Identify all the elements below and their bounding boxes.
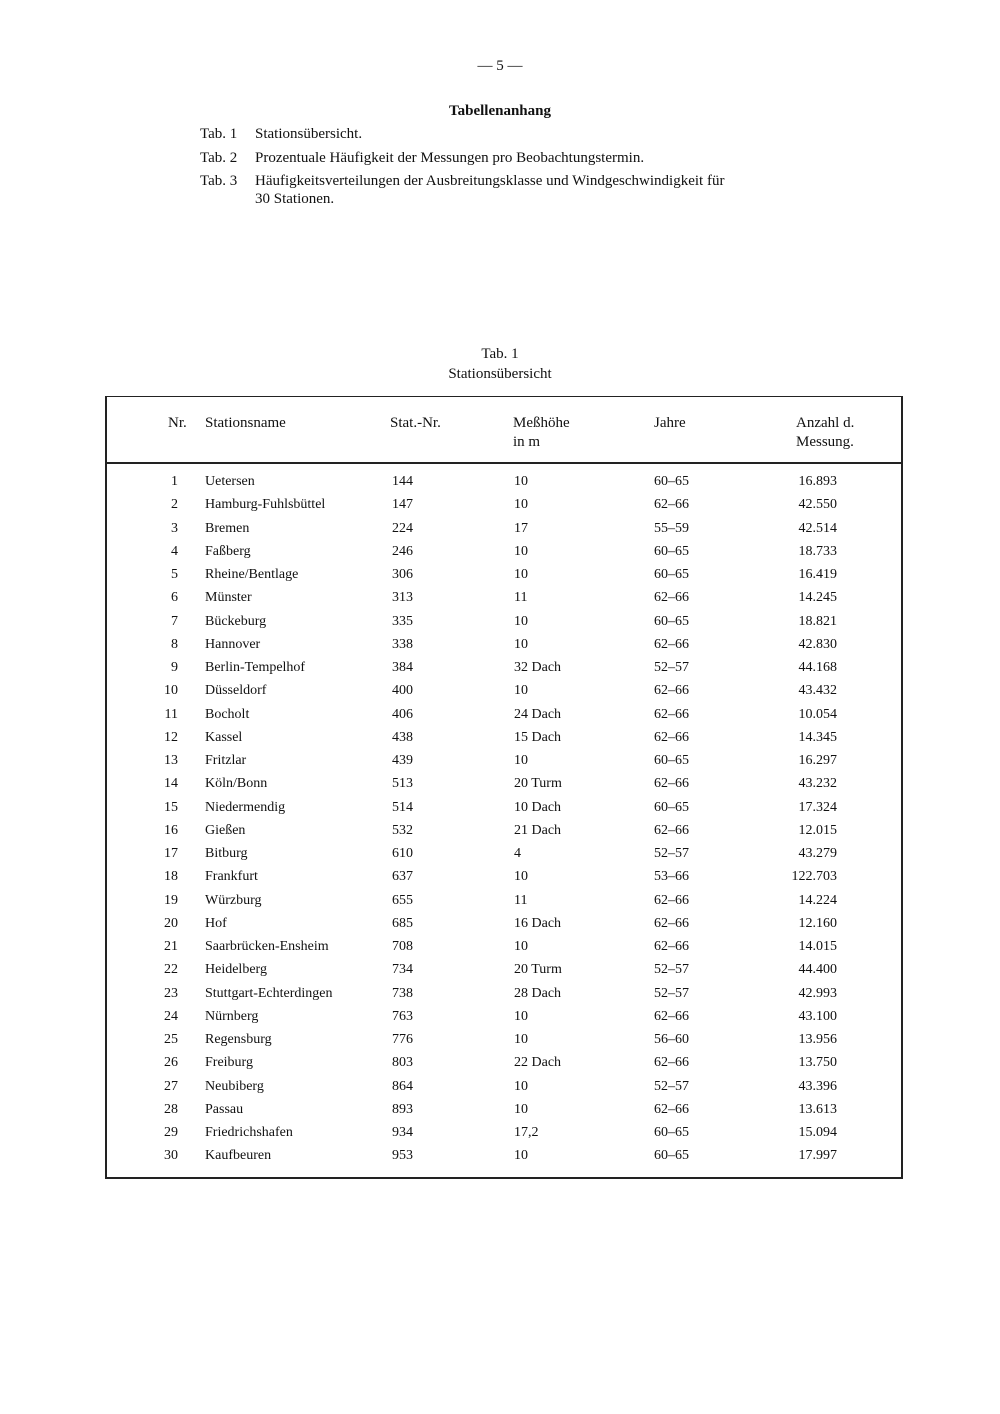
station-name: Rheine/Bentlage <box>205 567 299 582</box>
measurement-height: 20 Turm <box>514 962 562 978</box>
header-nr: Nr. <box>168 415 187 431</box>
station-number: 685 <box>392 915 413 931</box>
table-row <box>0 614 1000 637</box>
table-row <box>0 1032 1000 1055</box>
station-name: Düsseldorf <box>205 683 267 699</box>
measurement-count: 14.224 <box>798 892 837 908</box>
station-number: 406 <box>392 706 413 722</box>
header-stat-nr: Stat.-Nr. <box>390 415 441 431</box>
table-row <box>0 1102 1000 1125</box>
row-number: 19 <box>164 892 178 908</box>
station-name: Nürnberg <box>205 1008 259 1024</box>
contents-text: Häufigkeitsverteilungen der Ausbreitungsklasse und Windgeschwindigkeit für <box>255 173 725 189</box>
measurement-count: 122.703 <box>791 869 837 885</box>
row-number: 2 <box>171 497 178 513</box>
row-number: 21 <box>164 939 178 954</box>
contents-entry <box>200 126 362 143</box>
header-messhoehe: Meßhöhe <box>513 415 570 431</box>
page-number: — 5 — <box>477 58 523 74</box>
station-name: Bremen <box>205 520 250 536</box>
table-row <box>0 869 1000 892</box>
row-number: 6 <box>171 590 178 606</box>
row-number: 8 <box>171 636 178 652</box>
measurement-count: 43.432 <box>798 683 837 699</box>
station-name: Stuttgart-Echterdingen <box>205 985 333 1001</box>
years: 60–65 <box>654 543 689 559</box>
measurement-count: 13.956 <box>798 1032 837 1047</box>
measurement-count: 42.830 <box>798 636 837 652</box>
years: 62–66 <box>654 822 689 838</box>
measurement-height: 20 Turm <box>514 776 562 792</box>
measurement-count: 44.168 <box>798 660 837 675</box>
station-name: Niedermendig <box>205 799 286 815</box>
measurement-count: 43.279 <box>798 846 837 861</box>
station-name: Fritzlar <box>205 753 247 768</box>
station-number: 147 <box>392 497 413 513</box>
measurement-height: 10 <box>514 497 528 513</box>
years: 62–66 <box>654 776 689 792</box>
station-number: 637 <box>392 869 413 885</box>
table-row <box>0 637 1000 660</box>
measurement-height: 16 Dach <box>514 915 562 931</box>
measurement-count: 42.514 <box>798 520 837 536</box>
years: 52–57 <box>654 962 689 978</box>
row-number: 5 <box>171 567 178 582</box>
years: 53–66 <box>654 869 689 885</box>
measurement-height: 32 Dach <box>514 660 562 675</box>
station-name: Freiburg <box>205 1055 253 1071</box>
years: 60–65 <box>654 799 689 815</box>
station-number: 803 <box>392 1055 413 1071</box>
station-number: 513 <box>392 776 413 792</box>
table-row <box>0 497 1000 520</box>
measurement-height: 10 <box>514 1008 528 1024</box>
row-number: 27 <box>164 1078 178 1094</box>
station-number: 610 <box>392 846 413 861</box>
measurement-count: 13.750 <box>798 1055 837 1071</box>
table-caption-title: Stationsübersicht <box>448 366 552 382</box>
row-number: 20 <box>164 915 178 931</box>
measurement-count: 14.245 <box>798 590 837 606</box>
measurement-height: 10 <box>514 939 528 954</box>
station-name: Gießen <box>205 822 246 838</box>
station-name: Berlin-Tempelhof <box>205 660 306 675</box>
station-name: Kaufbeuren <box>205 1148 272 1164</box>
row-number: 15 <box>164 799 178 815</box>
station-number: 306 <box>392 567 413 582</box>
years: 62–66 <box>654 636 689 652</box>
row-number: 22 <box>164 962 178 978</box>
row-number: 10 <box>164 683 178 699</box>
station-number: 335 <box>392 613 413 629</box>
measurement-height: 28 Dach <box>514 985 562 1001</box>
measurement-count: 17.324 <box>798 799 837 815</box>
measurement-height: 10 <box>514 1148 528 1164</box>
contents-label: Tab. 3 <box>200 173 238 189</box>
measurement-height: 10 <box>514 474 528 489</box>
measurement-height: 21 Dach <box>514 822 562 838</box>
station-name: Neubiberg <box>205 1078 264 1094</box>
station-number: 532 <box>392 822 413 838</box>
years: 56–60 <box>654 1032 689 1047</box>
years: 60–65 <box>654 753 689 768</box>
header-stationsname: Stationsname <box>205 415 286 431</box>
station-number: 313 <box>392 590 413 606</box>
row-number: 16 <box>164 822 178 838</box>
measurement-height: 15 Dach <box>514 729 562 745</box>
appendix-title: Tabellenanhang <box>449 103 551 119</box>
table-row <box>0 474 1000 497</box>
years: 60–65 <box>654 1125 689 1140</box>
header-anzahl: Anzahl d. <box>796 415 855 431</box>
years: 62–66 <box>654 892 689 908</box>
measurement-height: 10 <box>514 753 528 768</box>
station-number: 338 <box>392 636 413 652</box>
station-name: Bitburg <box>205 846 248 861</box>
table-row <box>0 544 1000 567</box>
measurement-count: 42.993 <box>798 985 837 1001</box>
header-anzahl-2: Messung. <box>796 434 854 450</box>
station-number: 224 <box>392 520 413 536</box>
header-separator <box>105 462 901 464</box>
header-jahre: Jahre <box>654 415 686 431</box>
measurement-height: 10 <box>514 567 528 582</box>
table-row <box>0 707 1000 730</box>
table-row <box>0 1009 1000 1032</box>
row-number: 24 <box>164 1008 178 1024</box>
station-name: Hof <box>205 915 227 931</box>
station-number: 776 <box>392 1032 413 1047</box>
row-number: 18 <box>164 869 178 885</box>
table-row <box>0 776 1000 799</box>
measurement-height: 10 <box>514 683 528 699</box>
station-number: 734 <box>392 962 413 978</box>
table-row <box>0 1055 1000 1078</box>
row-number: 25 <box>164 1032 178 1047</box>
table-row <box>0 893 1000 916</box>
measurement-height: 10 <box>514 1101 528 1117</box>
table-row <box>0 683 1000 706</box>
years: 60–65 <box>654 567 689 582</box>
station-number: 763 <box>392 1008 413 1024</box>
measurement-count: 12.015 <box>798 822 837 838</box>
measurement-count: 44.400 <box>798 962 837 978</box>
contents-entry <box>200 173 724 190</box>
station-number: 655 <box>392 892 413 908</box>
station-name: Bocholt <box>205 706 250 722</box>
row-number: 4 <box>171 543 178 559</box>
station-number: 953 <box>392 1148 413 1164</box>
station-number: 384 <box>392 660 413 675</box>
row-number: 23 <box>164 985 178 1001</box>
station-number: 934 <box>392 1125 413 1140</box>
measurement-count: 10.054 <box>798 706 837 722</box>
row-number: 17 <box>164 846 178 861</box>
row-number: 30 <box>164 1148 178 1164</box>
station-number: 438 <box>392 729 413 745</box>
contents-text: Stationsübersicht. <box>255 126 363 142</box>
station-number: 144 <box>392 474 413 489</box>
station-number: 864 <box>392 1078 413 1094</box>
table-row <box>0 590 1000 613</box>
table-row <box>0 753 1000 776</box>
measurement-height: 17 <box>514 520 528 536</box>
row-number: 7 <box>171 613 178 629</box>
table-row <box>0 521 1000 544</box>
years: 62–66 <box>654 683 689 699</box>
row-number: 28 <box>164 1101 178 1117</box>
station-name: Frankfurt <box>205 869 258 885</box>
years: 62–66 <box>654 706 689 722</box>
station-name: Würzburg <box>205 892 262 908</box>
table-row <box>0 846 1000 869</box>
measurement-height: 10 <box>514 636 528 652</box>
station-name: Kassel <box>205 729 243 745</box>
years: 52–57 <box>654 660 689 675</box>
years: 62–66 <box>654 1101 689 1117</box>
years: 62–66 <box>654 939 689 954</box>
measurement-count: 16.419 <box>798 567 837 582</box>
table-row <box>0 730 1000 753</box>
contents-entry <box>200 150 644 167</box>
station-number: 400 <box>392 683 413 699</box>
table-row <box>0 1079 1000 1102</box>
measurement-height: 10 Dach <box>514 799 562 815</box>
measurement-height: 10 <box>514 1078 528 1094</box>
contents-label: Tab. 2 <box>200 150 238 166</box>
measurement-count: 18.821 <box>798 613 837 629</box>
station-name: Hannover <box>205 636 261 652</box>
station-name: Passau <box>205 1101 244 1117</box>
station-number: 893 <box>392 1101 413 1117</box>
years: 62–66 <box>654 1055 689 1071</box>
table-row <box>0 1148 1000 1171</box>
station-name: Köln/Bonn <box>205 776 268 792</box>
table-row <box>0 986 1000 1009</box>
station-name: Bückeburg <box>205 613 267 629</box>
measurement-count: 14.345 <box>798 729 837 745</box>
measurement-height: 10 <box>514 543 528 559</box>
table-row <box>0 823 1000 846</box>
station-number: 738 <box>392 985 413 1001</box>
station-name: Friedrichshafen <box>205 1125 293 1140</box>
table-row <box>0 962 1000 985</box>
measurement-height: 17,2 <box>514 1125 539 1140</box>
measurement-height: 22 Dach <box>514 1055 562 1071</box>
measurement-count: 17.997 <box>798 1148 837 1164</box>
measurement-height: 24 Dach <box>514 706 562 722</box>
station-number: 246 <box>392 543 413 559</box>
station-name: Uetersen <box>205 474 255 489</box>
row-number: 3 <box>171 520 178 536</box>
years: 62–66 <box>654 915 689 931</box>
measurement-count: 14.015 <box>798 939 837 954</box>
station-name: Hamburg-Fuhlsbüttel <box>205 497 326 513</box>
measurement-count: 18.733 <box>798 543 837 559</box>
years: 62–66 <box>654 590 689 606</box>
measurement-count: 13.613 <box>798 1101 837 1117</box>
station-name: Faßberg <box>205 543 251 559</box>
header-messhoehe-unit: in m <box>513 434 541 450</box>
measurement-count: 16.297 <box>798 753 837 768</box>
measurement-height: 11 <box>514 892 528 908</box>
years: 52–57 <box>654 985 689 1001</box>
measurement-height: 10 <box>514 1032 528 1047</box>
station-name: Regensburg <box>205 1032 272 1047</box>
measurement-count: 42.550 <box>798 497 837 513</box>
row-number: 13 <box>164 753 178 768</box>
years: 60–65 <box>654 474 689 489</box>
table-row <box>0 660 1000 683</box>
measurement-height: 11 <box>514 590 528 606</box>
years: 62–66 <box>654 729 689 745</box>
contents-text: Prozentuale Häufigkeit der Messungen pro Beobachtungstermin. <box>255 150 645 166</box>
measurement-count: 43.100 <box>798 1008 837 1024</box>
table-caption-number: Tab. 1 <box>481 346 519 362</box>
station-number: 708 <box>392 939 413 954</box>
row-number: 26 <box>164 1055 178 1071</box>
measurement-count: 43.396 <box>798 1078 837 1094</box>
years: 55–59 <box>654 520 689 536</box>
measurement-count: 16.893 <box>798 474 837 489</box>
station-name: Saarbrücken-Ensheim <box>205 939 329 954</box>
measurement-count: 12.160 <box>798 915 837 931</box>
table-row <box>0 939 1000 962</box>
station-number: 514 <box>392 799 413 815</box>
measurement-height: 4 <box>514 846 521 861</box>
measurement-height: 10 <box>514 613 528 629</box>
station-number: 439 <box>392 753 413 768</box>
row-number: 14 <box>164 776 178 792</box>
measurement-count: 43.232 <box>798 776 837 792</box>
years: 62–66 <box>654 497 689 513</box>
years: 60–65 <box>654 613 689 629</box>
row-number: 11 <box>164 706 178 722</box>
years: 60–65 <box>654 1148 689 1164</box>
years: 62–66 <box>654 1008 689 1024</box>
row-number: 9 <box>171 660 178 675</box>
measurement-height: 10 <box>514 869 528 885</box>
row-number: 1 <box>171 474 178 489</box>
station-name: Heidelberg <box>205 962 267 978</box>
row-number: 12 <box>164 729 178 745</box>
measurement-count: 15.094 <box>798 1125 837 1140</box>
table-row <box>0 916 1000 939</box>
years: 52–57 <box>654 1078 689 1094</box>
table-row <box>0 567 1000 590</box>
years: 52–57 <box>654 846 689 861</box>
contents-label: Tab. 1 <box>200 126 238 142</box>
table-row <box>0 800 1000 823</box>
station-name: Münster <box>205 590 252 606</box>
row-number: 29 <box>164 1125 178 1140</box>
contents-continuation: 30 Stationen. <box>255 191 335 207</box>
table-row <box>0 1125 1000 1148</box>
